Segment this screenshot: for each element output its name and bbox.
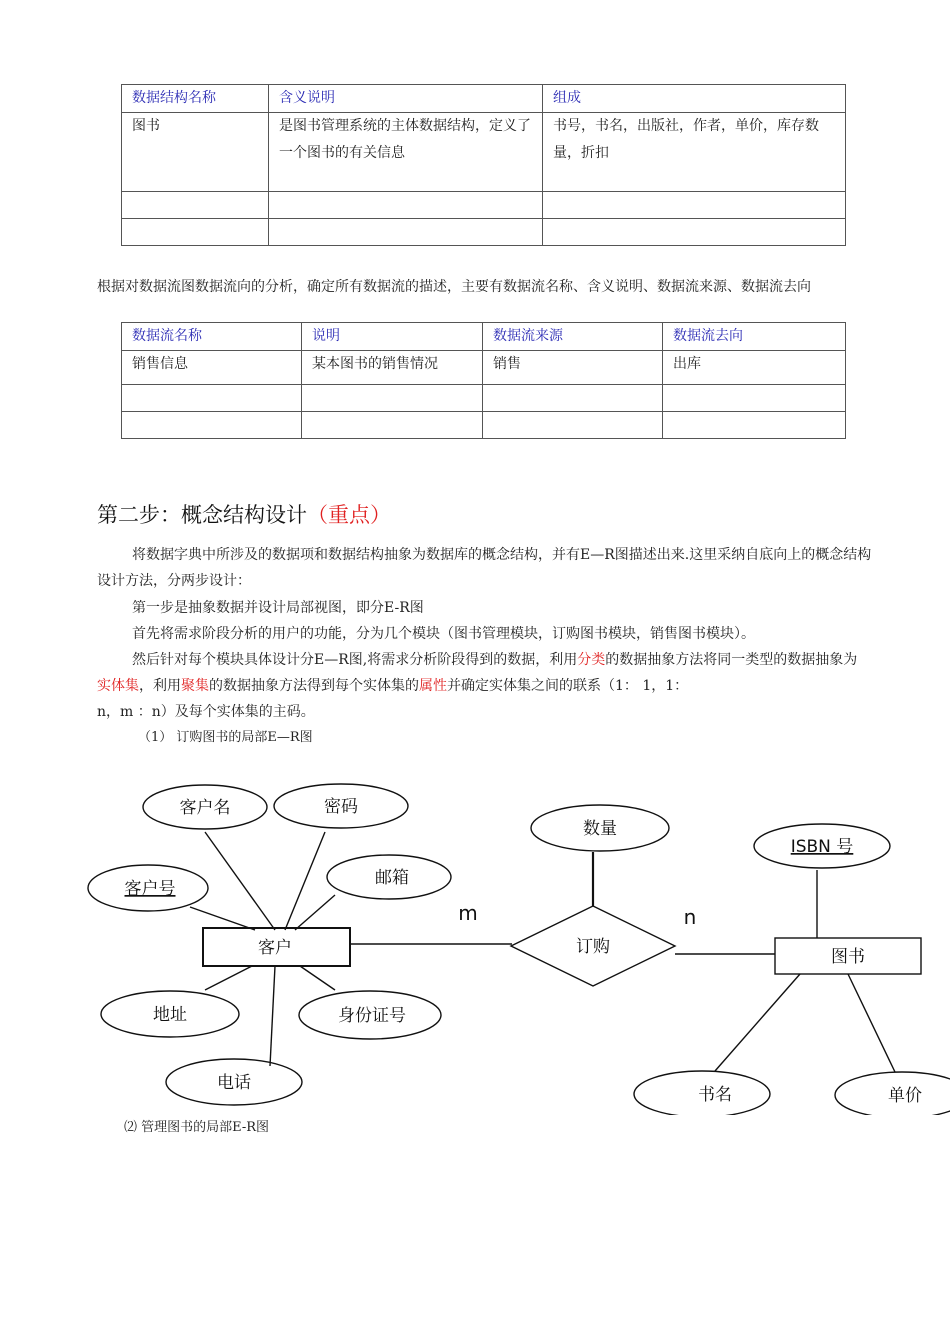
table-cell bbox=[663, 385, 846, 412]
paragraph-1: 将数据字典中所涉及的数据项和数据结构抽象为数据库的概念结构，并有E—R图描述出来.这里采纳自底向上的概念结构设计方法，分两步设计： bbox=[97, 547, 872, 589]
table-cell bbox=[543, 192, 846, 219]
table-header: 含义说明 bbox=[269, 85, 543, 113]
table-cell bbox=[543, 219, 846, 246]
table-cell bbox=[269, 219, 543, 246]
table-cell bbox=[302, 412, 483, 439]
table-header: 数据流去向 bbox=[663, 323, 846, 351]
text-run: 的数据抽象方法将同一类型的数据抽象为 bbox=[605, 652, 858, 668]
attr-quantity-label: 数量 bbox=[583, 819, 617, 839]
attr-phone-label: 电话 bbox=[217, 1073, 251, 1093]
intro-paragraph: 根据对数据流图数据流向的分析，确定所有数据流的描述，主要有数据流名称、含义说明、数据流来源、数据流去向 bbox=[97, 279, 811, 295]
table-cell bbox=[122, 219, 269, 246]
er-edge bbox=[295, 895, 335, 930]
table-header: 组成 bbox=[543, 85, 846, 113]
table-cell: 出库 bbox=[663, 351, 846, 385]
attr-price-label: 单价 bbox=[888, 1086, 922, 1106]
paragraph-3: 首先将需求阶段分析的用户的功能，分为几个模块（图书管理模块，订购图书模块，销售图书模块）。 bbox=[132, 626, 755, 642]
table-cell bbox=[269, 192, 543, 219]
paragraph-4-line-1 bbox=[132, 650, 857, 670]
attr-id-card-label: 身份证号 bbox=[338, 1006, 406, 1026]
table-cell bbox=[483, 385, 663, 412]
data-flow-table bbox=[121, 322, 846, 439]
table-cell bbox=[302, 385, 483, 412]
paragraph-4-line-2 bbox=[97, 676, 688, 696]
er-edge bbox=[205, 966, 252, 990]
table-cell bbox=[663, 412, 846, 439]
er-edge bbox=[300, 966, 335, 990]
er-diagram bbox=[0, 770, 950, 1115]
data-structure-table bbox=[121, 84, 846, 246]
table-header: 数据流名称 bbox=[122, 323, 302, 351]
table-cell bbox=[122, 385, 302, 412]
table-cell: 某本图书的销售情况 bbox=[302, 351, 483, 385]
er-edge bbox=[190, 907, 255, 930]
highlight-term: 分类 bbox=[577, 652, 606, 668]
table-header: 数据流来源 bbox=[483, 323, 663, 351]
cardinality-n: n bbox=[683, 905, 697, 929]
table-cell: 是图书管理系统的主体数据结构，定义了一个图书的有关信息 bbox=[269, 113, 543, 192]
text-run: ，利用 bbox=[139, 678, 181, 694]
entity-customer-label: 客户 bbox=[258, 938, 292, 958]
table-cell: 书号，书名，出版社，作者，单价，库存数量，折扣 bbox=[543, 113, 846, 192]
attr-customer-id-label: 客户号 bbox=[124, 879, 176, 899]
attr-customer-name-label: 客户名 bbox=[179, 798, 231, 818]
table-cell: 销售信息 bbox=[122, 351, 302, 385]
er-edge bbox=[715, 974, 800, 1071]
table-cell bbox=[483, 412, 663, 439]
paragraph-2: 第一步是抽象数据并设计局部视图，即分E-R图 bbox=[132, 600, 424, 616]
text-run: 然后针对每个模块具体设计分E—R图,将需求分析阶段得到的数据，利用 bbox=[132, 652, 578, 668]
attr-password-label: 密码 bbox=[324, 797, 358, 817]
section-title: 第二步：概念结构设计 bbox=[97, 503, 307, 527]
highlight-term: 属性 bbox=[419, 678, 447, 694]
highlight-term: 聚集 bbox=[181, 678, 209, 694]
table-cell: 销售 bbox=[483, 351, 663, 385]
figure-caption-1: （1） 订购图书的局部E—R图 bbox=[138, 730, 313, 745]
highlight-term: 实体集 bbox=[97, 678, 139, 694]
table-cell: 图书 bbox=[122, 113, 269, 192]
figure-caption-2: ⑵ 管理图书的局部E-R图 bbox=[124, 1120, 270, 1135]
table-header: 说明 bbox=[302, 323, 483, 351]
table-header: 数据结构名称 bbox=[122, 85, 269, 113]
relationship-order-label: 订购 bbox=[576, 937, 610, 957]
section-highlight: （重点） bbox=[307, 503, 391, 527]
table-cell bbox=[122, 192, 269, 219]
er-edge bbox=[285, 832, 325, 930]
text-run: 的数据抽象方法得到每个实体集的 bbox=[209, 678, 419, 694]
attr-isbn-label: ISBN 号 bbox=[790, 837, 854, 857]
table-cell bbox=[122, 412, 302, 439]
text-run: 并确定实体集之间的联系（1： 1，1： bbox=[447, 678, 689, 694]
paragraph-4-line-3: n，m ：n）及每个实体集的主码。 bbox=[97, 704, 315, 720]
attr-book-name-label: 书名 bbox=[698, 1085, 732, 1105]
cardinality-m: m bbox=[458, 901, 478, 925]
attr-email-label: 邮箱 bbox=[375, 868, 409, 888]
er-edge bbox=[848, 974, 895, 1072]
er-edge bbox=[270, 966, 275, 1066]
section-heading bbox=[97, 502, 391, 528]
attr-address-label: 地址 bbox=[153, 1005, 187, 1025]
entity-book-label: 图书 bbox=[831, 947, 865, 967]
